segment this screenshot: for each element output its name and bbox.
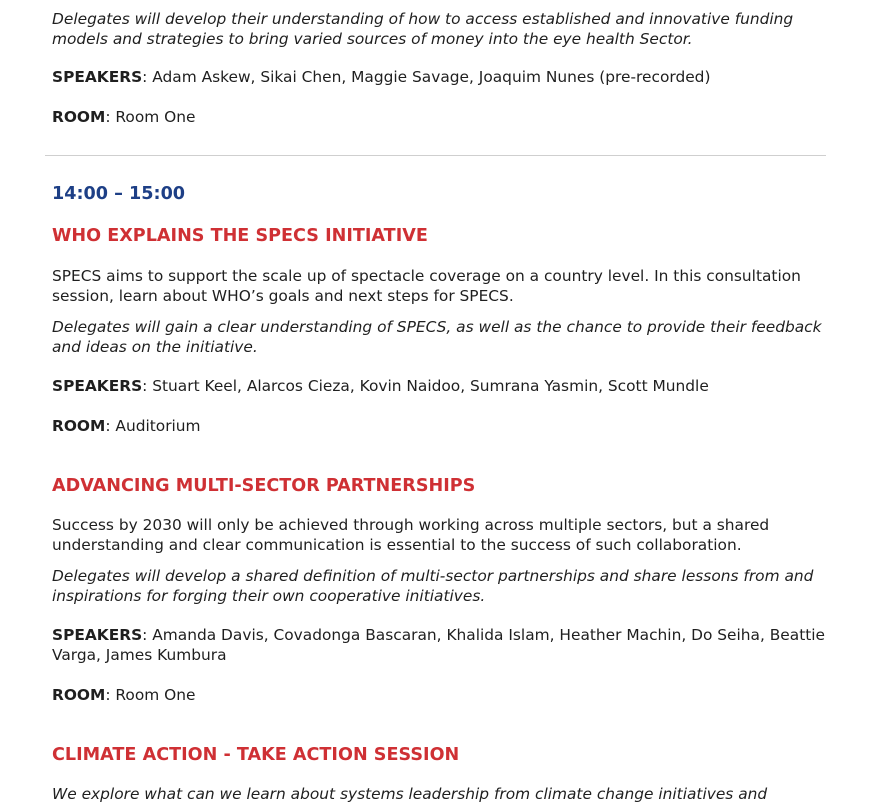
session-title: CLIMATE ACTION - TAKE ACTION SESSION [52, 745, 460, 765]
room-value: : Auditorium [105, 417, 201, 435]
session-outcome: We explore what can we learn about systems leadership from climate change initiatives and [52, 785, 768, 803]
prev-session-speakers [52, 68, 827, 88]
speakers-list: : Stuart Keel, Alarcos Cieza, Kovin Naidoo, Sumrana Yasmin, Scott Mundle [142, 377, 709, 395]
speakers-list: : Adam Askew, Sikai Chen, Maggie Savage, Joaquim Nunes (pre-recorded) [142, 68, 711, 86]
session-title: WHO EXPLAINS THE SPECS INITIATIVE [52, 226, 428, 246]
room-label: ROOM [52, 417, 106, 435]
session-speakers [52, 377, 827, 397]
session-outcome: Delegates will gain a clear understanding of SPECS, as well as the chance to provide their feedback and ideas on the initiative. [52, 318, 822, 356]
session-speakers [52, 626, 827, 665]
speakers-list: : Amanda Davis, Covadonga Bascaran, Khalida Islam, Heather Machin, Do Seiha, Beattie Varga, James Kumbura [52, 626, 826, 664]
session-title: ADVANCING MULTI-SECTOR PARTNERSHIPS [52, 476, 476, 496]
room-value: : Room One [105, 108, 196, 126]
session-outcome: Delegates will develop a shared definition of multi-sector partnerships and share lessons from and inspirations for forging their own cooperative initiatives. [52, 567, 814, 605]
speakers-label: SPEAKERS [52, 377, 143, 395]
session-room [52, 686, 827, 706]
time-slot: 14:00 – 15:00 [52, 184, 186, 204]
session-description: Success by 2030 will only be achieved through working across multiple sectors, but a shared understanding and clear communication is essential to the success of such collaboration. [52, 516, 770, 554]
prev-session-room [52, 108, 827, 128]
room-label: ROOM [52, 686, 106, 704]
room-label: ROOM [52, 108, 106, 126]
section-divider [45, 155, 826, 156]
session-description: SPECS aims to support the scale up of spectacle coverage on a country level. In this consultation session, learn about WHO’s goals and next steps for SPECS. [52, 267, 801, 305]
room-value: : Room One [105, 686, 196, 704]
speakers-label: SPEAKERS [52, 68, 143, 86]
prev-session-outcome: Delegates will develop their understanding of how to access established and innovative funding models and strategies to bring varied sources of money into the eye health Sector. [52, 10, 794, 48]
speakers-label: SPEAKERS [52, 626, 143, 644]
session-room [52, 417, 827, 437]
